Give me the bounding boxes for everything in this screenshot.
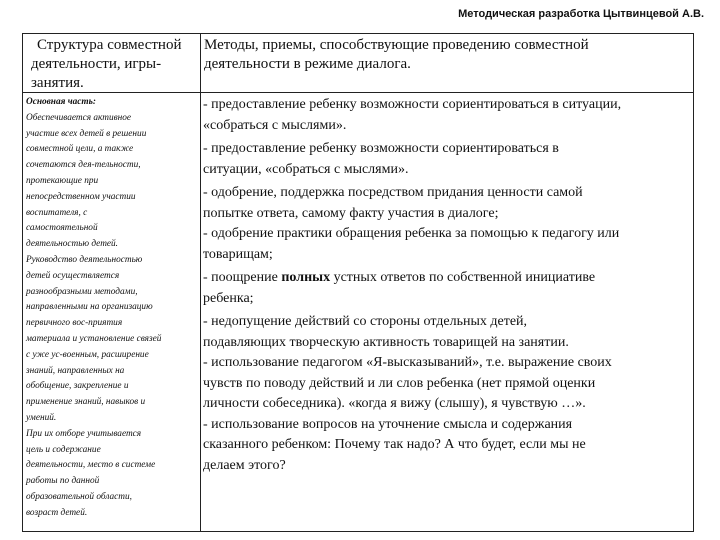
text-line: попытке ответа, самому факту участия в диалоге;: [203, 205, 499, 221]
text-line: участие всех детей в решении: [26, 128, 147, 139]
text-line: Руководство деятельностью: [26, 254, 143, 265]
text-line: ситуации, «собраться с мыслями».: [203, 161, 409, 177]
text-line: разнообразными методами,: [26, 286, 138, 297]
text-line: детей осуществляется: [26, 270, 120, 281]
text-line: - предоставление ребенку возможности сориентироваться в ситуации,: [203, 97, 622, 112]
text-line: применение знаний, навыков и: [26, 397, 146, 408]
text-line: личности собеседника). «когда я вижу (слышу), я чувствую …».: [203, 396, 586, 411]
text-line: - одобрение практики обращения ребенка за помощью к педагогу или: [203, 226, 620, 241]
text-line: воспитателя, с: [26, 207, 88, 218]
header-line: Методы, приемы, способствующие проведению совместной: [204, 37, 589, 53]
text-line: обобщение, закрепление и: [26, 381, 129, 392]
text-line: сказанного ребенком: Почему так надо? А что будет, если мы не: [203, 437, 586, 452]
text-line: При их отборе учитывается: [26, 428, 142, 439]
text-line: Основная часть:: [26, 97, 96, 107]
methods-list: [203, 95, 693, 476]
text-line: - поощрение полных устных ответов по собственной инициативе: [203, 270, 596, 285]
text-line: - одобрение, поддержка посредством придания ценности самой: [203, 185, 583, 200]
text-line: непосредственном участии: [26, 191, 136, 202]
text-line: подавляющих творческую активность товарищей на занятии.: [203, 334, 569, 350]
text-line: цель и содержание: [26, 444, 101, 455]
document-header: Методическая разработка Цытвинцевой А.В.: [458, 8, 704, 20]
column-divider: [200, 34, 201, 531]
text-line: работы по данной: [26, 476, 100, 487]
header-line: занятия.: [31, 75, 84, 91]
text-line: товарищам;: [203, 246, 273, 262]
text-line: с уже ус-военным, расширение: [26, 349, 149, 360]
structure-description: [26, 95, 198, 522]
text-line: совместной цели, а также: [26, 144, 134, 155]
text-line: образовательной области,: [26, 491, 132, 502]
text-line: - недопущение действий со стороны отдельных детей,: [203, 314, 528, 329]
col2-header: [204, 36, 589, 74]
text-line: деятельностью детей.: [26, 239, 119, 250]
text-line: знаний, направленных на: [26, 365, 125, 376]
text-line: деятельности, место в системе: [26, 460, 156, 471]
col1-header: [31, 36, 181, 93]
methods-table: [22, 33, 694, 532]
header-line: деятельности в режиме диалога.: [204, 56, 411, 72]
text-line: ребенка;: [203, 290, 254, 306]
text-line: - использование вопросов на уточнение смысла и содержания: [203, 416, 573, 432]
text-line: чувств по поводу действий и ли слов ребенка (нет прямой оценки: [203, 375, 596, 391]
text-line: протекающие при: [26, 175, 99, 186]
text-line: возраст детей.: [26, 507, 88, 518]
text-line: самостоятельной: [26, 223, 98, 234]
text-line: Обеспечивается активное: [26, 112, 132, 123]
text-line: - предоставление ребенку возможности сориентироваться в: [203, 141, 559, 156]
text-line: делаем этого?: [203, 457, 286, 473]
text-line: материала и установление связей: [26, 333, 162, 344]
text-line: сочетаются дея-тельности,: [26, 160, 141, 171]
text-line: - использование педагогом «Я-высказываний», т.е. выражение своих: [203, 355, 612, 370]
header-line: деятельности, игры-: [31, 56, 162, 72]
text-line: умений.: [26, 412, 57, 423]
text-line: «собраться с мыслями».: [203, 117, 347, 133]
text-line: первичного вос-приятия: [26, 318, 123, 329]
text-line: направленными на организацию: [26, 302, 153, 313]
header-line: Структура совместной: [37, 37, 182, 53]
